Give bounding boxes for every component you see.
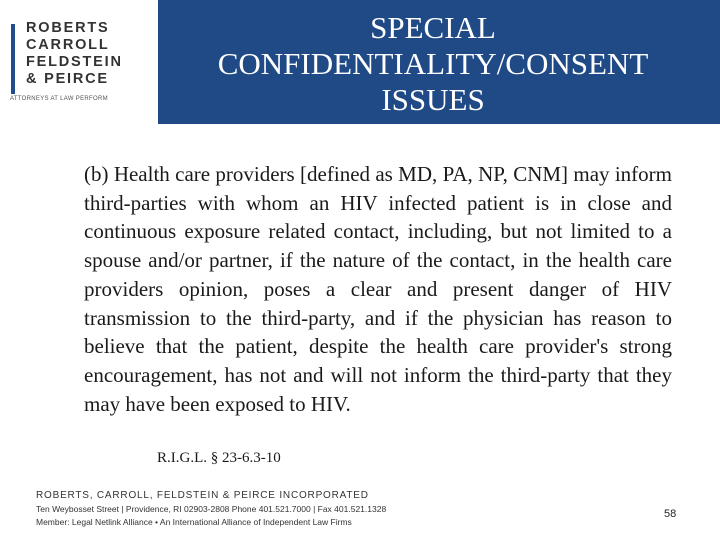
firm-logo [0, 0, 158, 124]
title-line: ISSUES [381, 82, 485, 117]
body-paragraph: (b) Health care providers [defined as MD, PA, NP, CNM] may inform third-parties with whom an HIV infected patient is in close and continuous exposure related contact, including, but not limited to a spouse and/or partner, if the nature of the contact, in the health care providers opinion, poses a clear and present danger of HIV transmission to the third-party, and if the physician has reason to believe that the patient, despite the health care provider's strong encouragement, has not and will not inform the third-party that they may have been exposed to HIV. [84, 162, 672, 416]
footer-address: Ten Weybosset Street | Providence, RI 02903-2808 Phone 401.521.7000 | Fax 401.521.1328 [36, 504, 387, 514]
logo-tagline: ATTORNEYS AT LAW PERFORM [10, 96, 108, 102]
statute-citation: R.I.G.L. § 23-6.3-10 [157, 450, 281, 466]
logo-line: FELDSTEIN [26, 54, 123, 70]
logo-accent-bar [11, 24, 15, 94]
slide-title [186, 10, 680, 118]
title-banner [0, 0, 720, 124]
footer-firm-name: ROBERTS, CARROLL, FELDSTEIN & PEIRCE INCORPORATED [36, 490, 369, 501]
logo-line: & PEIRCE [26, 71, 109, 87]
logo-wordmark [26, 20, 123, 88]
page-number: 58 [664, 508, 677, 520]
footer-membership: Member: Legal Netlink Alliance • An International Alliance of Independent Law Firms [36, 516, 352, 527]
title-line: CONFIDENTIALITY/CONSENT [217, 46, 649, 81]
logo-line: ROBERTS [26, 20, 110, 36]
title-line: SPECIAL [370, 10, 496, 45]
footer [36, 489, 386, 528]
logo-line: CARROLL [26, 37, 110, 53]
